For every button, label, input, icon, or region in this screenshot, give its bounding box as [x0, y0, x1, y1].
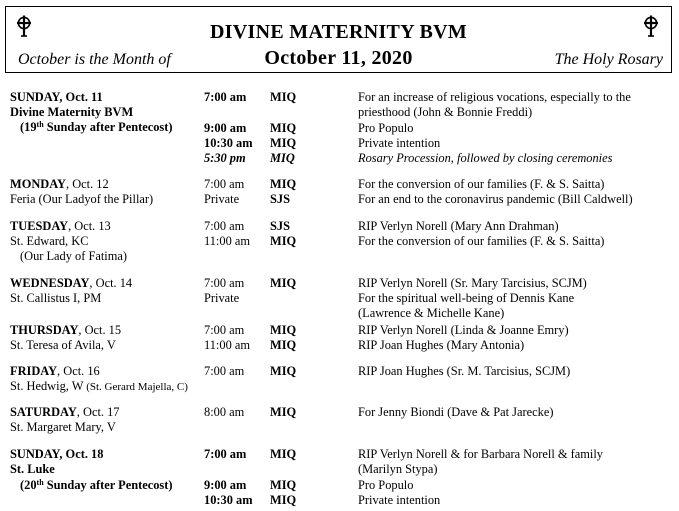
sunday-note: (19th Sunday after Pentecost) — [20, 120, 173, 134]
day-heading: THURSDAY, Oct. 15 — [10, 323, 122, 337]
feast-name: Feria (Our Ladyof the Pillar) — [10, 192, 154, 206]
mass-time: 11:00 am — [204, 338, 250, 352]
feast-commemoration: (Our Lady of Fatima) — [20, 249, 128, 263]
mass-intention: Private intention — [358, 493, 441, 507]
mass-intention: (Lawrence & Michelle Kane) — [358, 306, 505, 320]
mass-intention: For an end to the coronavirus pandemic (Bill Caldwell) — [358, 192, 633, 206]
mass-time: 7:00 am — [204, 90, 247, 104]
mass-intention: (Marilyn Stypa) — [358, 462, 438, 476]
mass-time: 5:30 pm — [204, 151, 246, 165]
day-heading: MONDAY, Oct. 12 — [10, 177, 109, 191]
feast-name: St. Teresa of Avila, V — [10, 338, 116, 352]
celebrant: MIQ — [270, 90, 297, 104]
feast-name: St. Luke — [10, 462, 55, 476]
day-heading: WEDNESDAY, Oct. 14 — [10, 276, 133, 290]
month-dedication-label: October is the Month of — [18, 51, 171, 68]
mass-time: Private — [204, 291, 240, 305]
celebrant: SJS — [270, 192, 290, 206]
mass-time: 10:30 am — [204, 136, 253, 150]
feast-name: St. Edward, KC — [10, 234, 89, 248]
day-heading: TUESDAY, Oct. 13 — [10, 219, 111, 233]
mass-intention: Pro Populo — [358, 478, 414, 492]
mass-time: 9:00 am — [204, 121, 247, 135]
mass-intention: RIP Verlyn Norell (Sr. Mary Tarcisius, SCJM) — [358, 276, 587, 290]
mass-intention: For Jenny Biondi (Dave & Pat Jarecke) — [358, 405, 554, 419]
celebrant: MIQ — [270, 234, 297, 248]
mass-intention: RIP Verlyn Norell & for Barbara Norell & family — [358, 447, 603, 461]
day-heading: FRIDAY, Oct. 16 — [10, 364, 100, 378]
bulletin-date: October 11, 2020 — [264, 47, 413, 69]
parish-title: DIVINE MATERNITY BVM — [209, 21, 468, 43]
mass-intention: Pro Populo — [358, 121, 414, 135]
celebrant: MIQ — [270, 151, 295, 165]
mass-intention: Rosary Procession, followed by closing ceremonies — [358, 151, 613, 165]
mass-intention: RIP Joan Hughes (Sr. M. Tarcisius, SCJM) — [358, 364, 571, 378]
feast-name: St. Callistus I, PM — [10, 291, 102, 305]
celebrant: MIQ — [270, 405, 297, 419]
celebrant: MIQ — [270, 364, 297, 378]
mass-time: 10:30 am — [204, 493, 253, 507]
mass-time: 7:00 am — [204, 323, 245, 337]
day-heading: SUNDAY, Oct. 11 — [10, 90, 103, 104]
celebrant: MIQ — [270, 478, 297, 492]
celebrant: MIQ — [270, 447, 297, 461]
mass-intention: For an increase of religious vocations, especially to the — [358, 90, 631, 104]
sunday-note: (20th Sunday after Pentecost) — [20, 478, 173, 492]
mass-time: 8:00 am — [204, 405, 245, 419]
day-heading: SATURDAY, Oct. 17 — [10, 405, 120, 419]
mass-time: 9:00 am — [204, 478, 247, 492]
day-heading: SUNDAY, Oct. 18 — [10, 447, 104, 461]
celebrant: MIQ — [270, 338, 297, 352]
mass-time: Private — [204, 192, 240, 206]
celebrant: MIQ — [270, 323, 297, 337]
mass-time: 7:00 am — [204, 219, 245, 233]
mass-intention: For the conversion of our families (F. & S. Saitta) — [358, 177, 605, 191]
bulletin-header — [5, 6, 672, 73]
celebrant: MIQ — [270, 136, 297, 150]
mass-intention: RIP Verlyn Norell (Linda & Joanne Emry) — [358, 323, 569, 337]
feast-name: St. Hedwig, W (St. Gerard Majella, C) — [10, 379, 188, 393]
mass-intention: RIP Verlyn Norell (Mary Ann Drahman) — [358, 219, 559, 233]
mass-time: 7:00 am — [204, 364, 245, 378]
month-dedication-value: The Holy Rosary — [554, 51, 663, 68]
mass-intention: For the spiritual well-being of Dennis Kane — [358, 291, 575, 305]
celebrant: MIQ — [270, 493, 297, 507]
celebrant: SJS — [270, 219, 290, 233]
feast-name: Divine Maternity BVM — [10, 105, 134, 119]
celebrant: MIQ — [270, 276, 297, 290]
mass-intention: For the conversion of our families (F. & S. Saitta) — [358, 234, 605, 248]
feast-name: St. Margaret Mary, V — [10, 420, 116, 434]
mass-intention: RIP Joan Hughes (Mary Antonia) — [358, 338, 525, 352]
mass-time: 7:00 am — [204, 447, 247, 461]
mass-time: 7:00 am — [204, 276, 245, 290]
mass-time: 7:00 am — [204, 177, 245, 191]
celebrant: MIQ — [270, 177, 297, 191]
mass-time: 11:00 am — [204, 234, 250, 248]
mass-intention: Private intention — [358, 136, 441, 150]
celebrant: MIQ — [270, 121, 297, 135]
mass-intention: priesthood (John & Bonnie Freddi) — [358, 105, 533, 119]
